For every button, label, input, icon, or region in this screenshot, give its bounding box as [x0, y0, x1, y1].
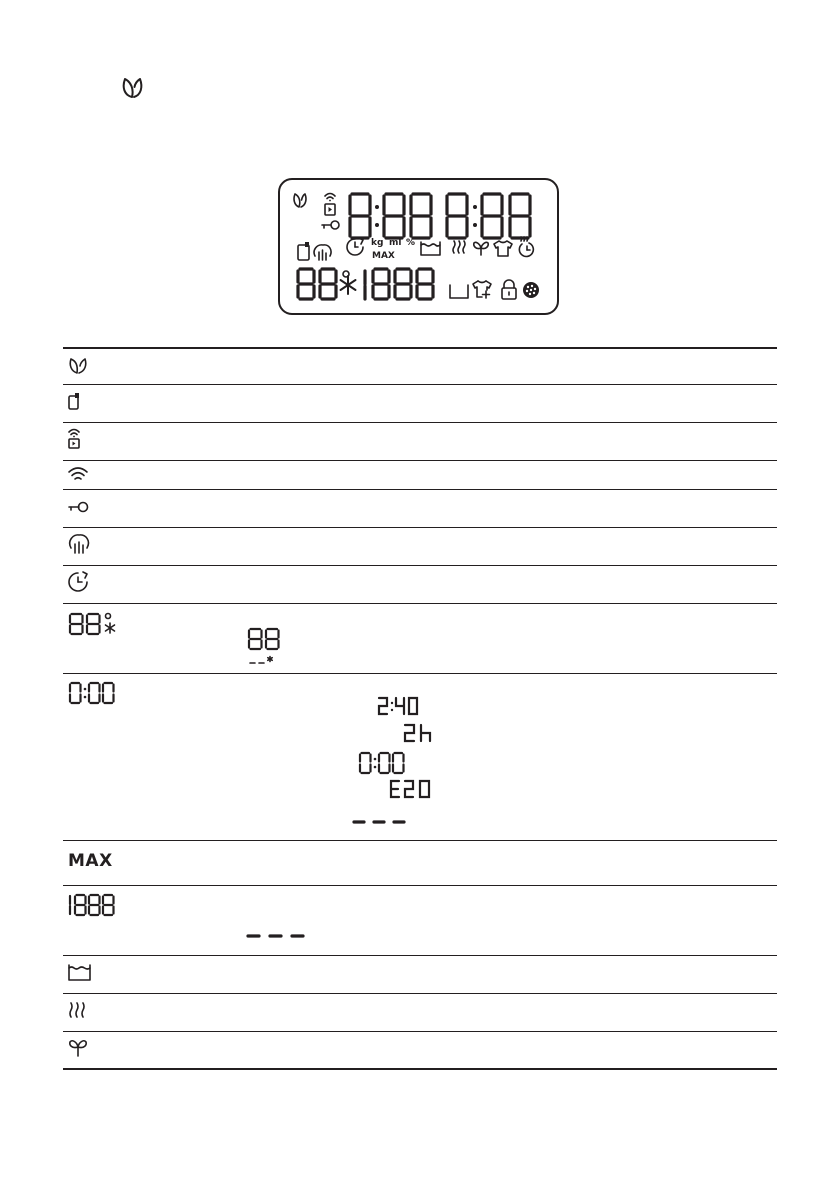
max-lcd-label: MAX — [372, 251, 395, 261]
unit-percent-label: % — [406, 238, 416, 248]
temperature-display-icon — [68, 612, 120, 636]
spin-speed-example-dashes — [246, 931, 306, 941]
table-rule — [63, 993, 777, 994]
main-time-digits — [350, 194, 530, 238]
drum-clean-icon — [523, 282, 539, 298]
table-rule — [63, 384, 777, 385]
remote-start-icon — [325, 204, 335, 215]
table-rule — [63, 673, 777, 674]
cloud-download-icon — [314, 245, 331, 260]
shirt-care-icon — [494, 241, 512, 256]
spin-speed-digits — [365, 269, 433, 299]
temperature-example-88 — [248, 628, 282, 650]
table-rule — [63, 1031, 777, 1032]
table-rule — [63, 565, 777, 566]
table-rule — [63, 885, 777, 886]
phone-notification-icon — [68, 393, 82, 411]
fan-dry-icon — [474, 242, 488, 255]
time-example-0-00 — [358, 752, 406, 774]
table-rule — [63, 603, 777, 604]
tub-icon-row3 — [450, 285, 468, 298]
steam-icon — [453, 241, 465, 253]
table-rule — [63, 840, 777, 841]
table-rule — [63, 955, 777, 956]
time-example-e20 — [389, 780, 437, 800]
time-example-2-40 — [377, 697, 425, 717]
time-example-dashes — [352, 817, 406, 827]
table-rule — [63, 527, 777, 528]
water-tub-icon — [68, 964, 92, 982]
unit-ml-label: ml — [389, 238, 402, 248]
eco-leaf-icon — [294, 194, 306, 207]
cold-snowflake-icon — [341, 276, 356, 294]
cloud-download-icon — [68, 534, 90, 556]
table-rule — [63, 422, 777, 423]
table-top-rule — [63, 347, 777, 349]
time-display-icon — [68, 682, 116, 704]
temperature-digits — [298, 269, 356, 299]
door-lock-icon — [502, 280, 516, 299]
delay-start-clock-icon — [68, 571, 90, 593]
fan-dry-icon — [68, 1039, 90, 1059]
temperature-example-cold — [250, 656, 276, 666]
remote-start-icon — [68, 428, 82, 450]
key-lock-icon — [322, 221, 339, 229]
phone-notification-icon — [298, 242, 309, 260]
key-lock-icon — [68, 501, 90, 515]
unit-kg-label: kg — [371, 238, 384, 248]
water-tub-icon — [421, 242, 440, 255]
steam-timer-icon — [519, 237, 533, 256]
eco-leaf-icon — [120, 76, 146, 100]
table-rule — [63, 460, 777, 461]
table-bottom-rule — [63, 1068, 777, 1070]
lcd-display-graphic — [278, 178, 559, 315]
wifi-icon — [68, 467, 88, 483]
eco-leaf-icon — [68, 357, 88, 375]
table-rule — [63, 489, 777, 490]
time-example-2h — [403, 724, 439, 744]
max-label: MAX — [68, 851, 113, 871]
spin-speed-display-icon — [68, 894, 118, 916]
steam-icon — [68, 1002, 90, 1020]
shirt-plus-icon — [473, 281, 491, 298]
wifi-icon — [325, 194, 335, 202]
delay-start-clock-icon — [347, 238, 363, 255]
